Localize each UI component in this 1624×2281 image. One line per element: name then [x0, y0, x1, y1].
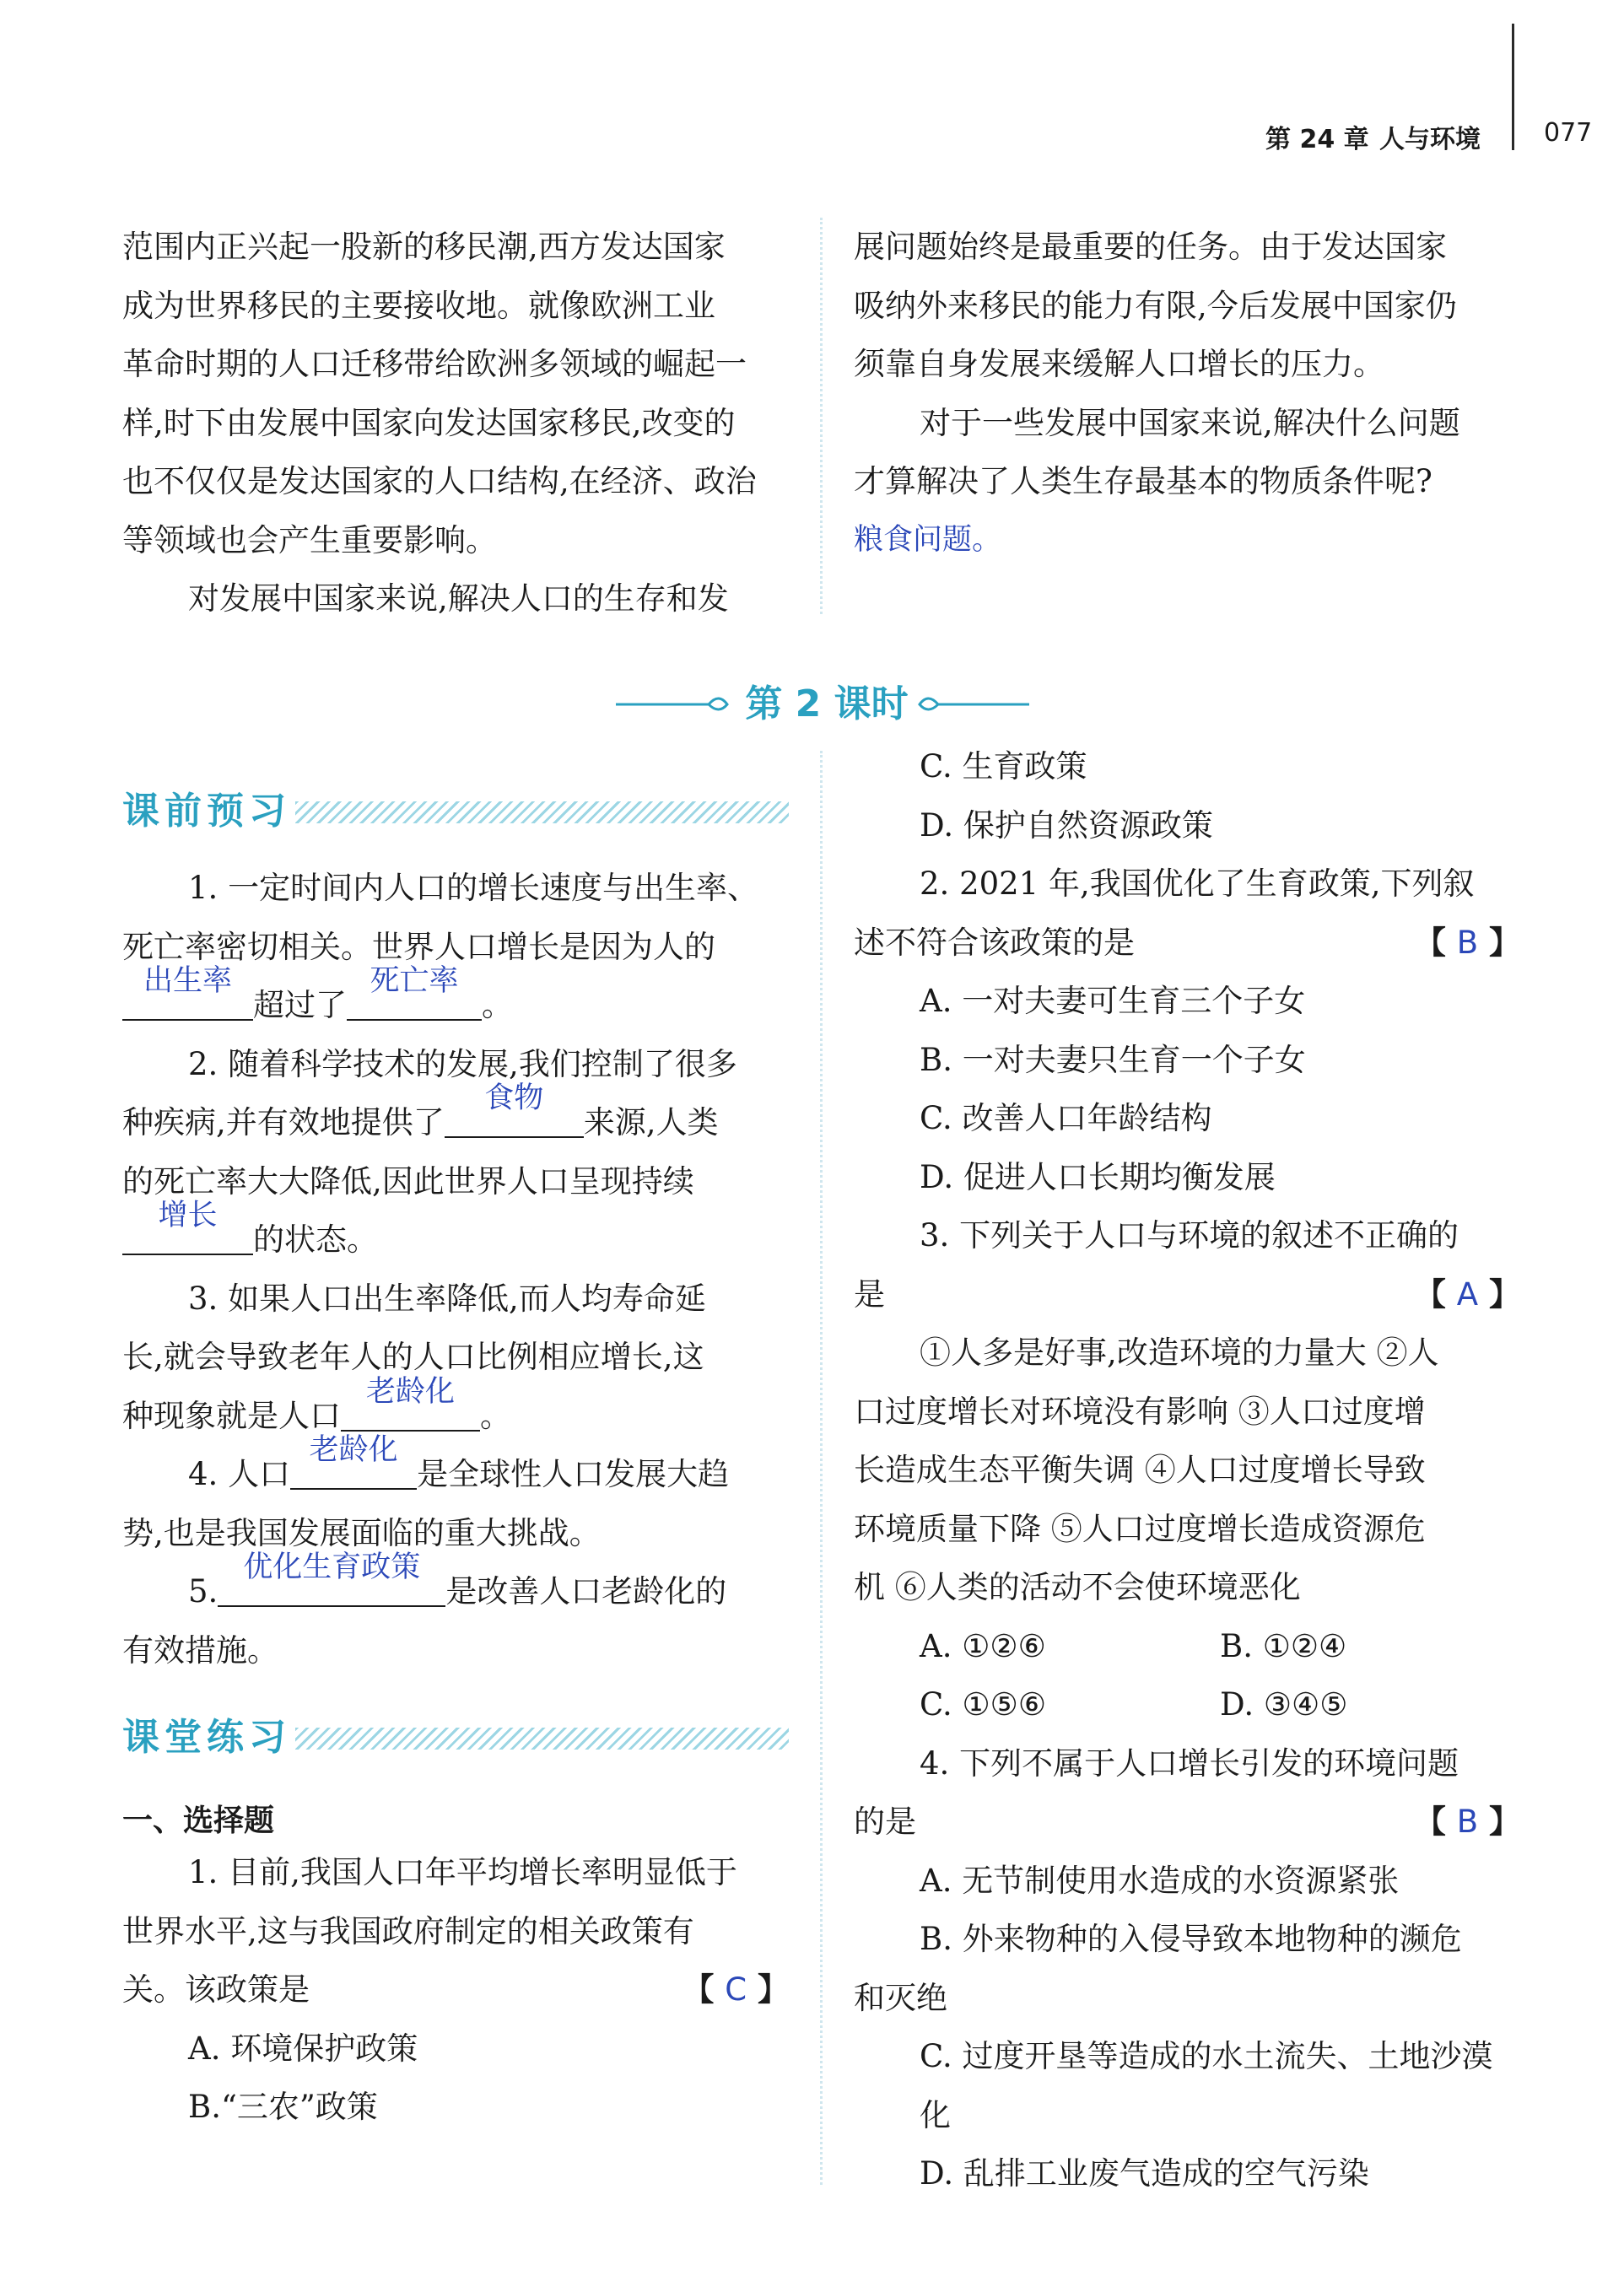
blank-answer: 出生率	[143, 964, 232, 998]
bracket-open: 【	[683, 1971, 715, 2008]
fill-blank	[218, 1550, 445, 1607]
answer-bracket	[683, 1960, 789, 2019]
fill-line	[122, 1081, 789, 1152]
practice-q1	[122, 1843, 789, 2137]
text-fragment: 种疾病,并有效地提供了	[122, 1104, 445, 1140]
fill-blank	[290, 1433, 417, 1490]
option-a: A. 环境保护政策	[188, 2030, 418, 2067]
text-line: 对发展中国家来说,解决人口的生存和发	[188, 580, 729, 617]
option-c: C. 过度开垦等造成的水土流失、土地沙漠化	[920, 2038, 1493, 2133]
option-b: B. 外来物种的入侵导致本地物种的濒危	[920, 1921, 1462, 1957]
option-d: D. 保护自然资源政策	[920, 806, 1213, 844]
text-line: 须靠自身发展来缓解人口增长的压力。	[854, 346, 1384, 382]
section-stripe	[295, 801, 789, 823]
text-line: 长,就会导致老年人的人口比例相应增长,这	[122, 1339, 704, 1375]
option-a: A. ①②⑥	[920, 1627, 1046, 1664]
top-right-paragraph	[854, 218, 1520, 569]
statement-line: 环境质量下降 ⑤人口过度增长造成资源危	[854, 1510, 1426, 1547]
option-b-continued: 和灭绝	[854, 1979, 947, 2016]
text-line: 才算解决了人类生存最基本的物质条件呢?	[854, 463, 1432, 499]
option-row	[854, 1617, 1520, 1676]
section-stripe	[295, 1728, 789, 1750]
text-fragment: 是改善人口老龄化的	[445, 1573, 727, 1610]
text-fragment: 种现象就是人口	[122, 1397, 341, 1434]
option-d: D. ③④⑤	[1220, 1686, 1348, 1723]
text-line: 4. 下列不属于人口增长引发的环境问题	[920, 1744, 1459, 1782]
chapter-title: 人与环境	[1379, 125, 1481, 154]
fill-blank	[122, 964, 253, 1021]
text-line: 有效措施。	[122, 1631, 278, 1669]
answer-letter: A	[1456, 1275, 1479, 1313]
option-c: C. ①⑤⑥	[920, 1686, 1047, 1723]
fill-line	[122, 1199, 789, 1270]
text-line: 1. 目前,我国人口年平均增长率明显低于	[188, 1854, 737, 1890]
text-line: 吸纳外来移民的能力有限,今后发展中国家仍	[854, 287, 1457, 324]
bracket-open: 【	[1414, 1804, 1446, 1840]
fill-line	[122, 1550, 789, 1621]
text-line	[122, 1960, 789, 2019]
text-line: 革命时期的人口迁移带给欧洲多领域的崛起一	[122, 346, 747, 382]
text-line: 对于一些发展中国家来说,解决什么问题	[920, 404, 1460, 441]
lesson-title: 第 2 课时	[745, 682, 909, 725]
bracket-open: 【	[1414, 924, 1446, 961]
option-a: A. 一对夫妻可生育三个子女	[920, 983, 1306, 1019]
bracket-close: 】	[1489, 1804, 1520, 1840]
option-c: C. 改善人口年龄结构	[920, 1100, 1212, 1136]
sub-heading: 一、选择题	[122, 1804, 275, 1838]
text-line: 范围内正兴起一股新的移民潮,西方发达国家	[122, 229, 726, 265]
text-line: 成为世界移民的主要接收地。就像欧洲工业	[122, 287, 715, 324]
answer-letter: B	[1456, 924, 1479, 961]
text-line: 等领域也会产生重要影响。	[122, 521, 497, 558]
text-fragment: 述不符合该政策的是	[854, 924, 1135, 961]
text-line: 3. 如果人口出生率降低,而人均寿命延	[188, 1280, 706, 1317]
section-title: 课堂练习	[122, 1716, 291, 1759]
fill-blank	[341, 1374, 480, 1432]
text-fragment: 超过了	[253, 987, 347, 1023]
fill-line	[122, 1374, 789, 1446]
text-fragment: 5.	[188, 1573, 219, 1610]
statement-line: 长造成生态平衡失调 ④人口过度增长导致	[854, 1452, 1426, 1488]
column-divider	[820, 751, 823, 2185]
answer-letter: B	[1456, 1804, 1479, 1840]
option-c: C. 生育政策	[920, 748, 1087, 785]
fill-blank	[347, 964, 482, 1021]
section-header-practice	[122, 1712, 789, 1763]
option-b: B. 一对夫妻只生育一个子女	[920, 1041, 1306, 1078]
blank-answer: 优化生育政策	[243, 1550, 421, 1584]
blank-answer: 食物	[484, 1081, 544, 1115]
text-line: 世界水平,这与我国政府制定的相关政策有	[122, 1912, 694, 1949]
section-header-preview	[122, 786, 789, 837]
text-line: 势,也是我国发展面临的重大挑战。	[122, 1514, 601, 1551]
handwritten-answer: 粮食问题。	[854, 522, 1002, 557]
text-fragment: 是全球性人口发展大趋	[417, 1456, 730, 1492]
top-left-paragraph	[122, 218, 789, 628]
text-line: 1. 一定时间内人口的增长速度与出生率、	[188, 870, 759, 906]
text-line: 也不仅仅是发达国家的人口结构,在经济、政治	[122, 463, 757, 499]
statement-line: 机 ⑥人类的活动不会使环境恶化	[854, 1569, 1301, 1605]
option-row	[854, 1675, 1520, 1734]
text-line: 2. 随着科学技术的发展,我们控制了很多	[188, 1045, 737, 1082]
blank-answer: 老龄化	[309, 1433, 398, 1467]
text-fragment: 的是	[854, 1804, 916, 1840]
statement-line: ①人多是好事,改造环境的力量大 ②人	[920, 1335, 1439, 1371]
fill-blank	[445, 1081, 584, 1138]
option-b: B.“三农”政策	[188, 2089, 378, 2125]
preview-questions	[122, 859, 789, 1680]
section-title: 课前预习	[122, 790, 291, 833]
blank-answer: 死亡率	[370, 964, 459, 998]
text-line: 样,时下由发展中国家向发达国家移民,改变的	[122, 404, 736, 441]
option-d: D. 乱排工业废气造成的空气污染	[920, 2155, 1369, 2192]
answer-bracket	[1415, 1793, 1520, 1852]
text-fragment: 的状态。	[253, 1221, 378, 1258]
answer-bracket	[1415, 914, 1520, 973]
text-line	[854, 1265, 1520, 1324]
text-line: 3. 下列关于人口与环境的叙述不正确的	[920, 1217, 1459, 1254]
answer-bracket	[1415, 1265, 1520, 1324]
fill-blank	[122, 1199, 253, 1255]
text-line: 展问题始终是最重要的任务。由于发达国家	[854, 229, 1447, 265]
column-divider	[820, 218, 823, 614]
text-line	[854, 1793, 1520, 1852]
option-d: D. 促进人口长期均衡发展	[920, 1158, 1276, 1195]
fill-line	[122, 964, 789, 1035]
text-fragment: 4. 人口	[188, 1456, 291, 1492]
statement-line: 口过度增长对环境没有影响 ③人口过度增	[854, 1393, 1426, 1430]
fill-line	[122, 1433, 789, 1504]
bracket-close: 】	[1489, 1275, 1520, 1313]
right-column-practice	[854, 737, 1520, 2203]
bracket-close: 】	[1489, 924, 1520, 961]
text-fragment: 关。该政策是	[122, 1971, 310, 2008]
text-fragment: 是	[854, 1275, 885, 1313]
text-line: 死亡率密切相关。世界人口增长是因为人的	[122, 928, 715, 965]
header-rule	[1512, 24, 1514, 150]
chapter-label: 第 24 章	[1265, 125, 1369, 154]
text-fragment: 来源,人类	[583, 1104, 719, 1140]
text-line: 的死亡率大大降低,因此世界人口呈现持续	[122, 1162, 694, 1200]
answer-letter: C	[725, 1971, 747, 2008]
blank-answer: 老龄化	[365, 1374, 455, 1409]
page-number: 077	[1544, 118, 1593, 148]
bracket-open: 【	[1414, 1275, 1446, 1313]
text-line	[854, 914, 1520, 973]
text-fragment: 。	[480, 1397, 511, 1434]
text-line: 2. 2021 年,我国优化了生育政策,下列叙	[920, 865, 1475, 902]
text-fragment: 。	[482, 987, 513, 1023]
blank-answer: 增长	[158, 1199, 218, 1232]
bracket-close: 】	[758, 1971, 789, 2008]
option-a: A. 无节制使用水造成的水资源紧张	[920, 1862, 1400, 1899]
option-b: B. ①②④	[1220, 1627, 1347, 1664]
